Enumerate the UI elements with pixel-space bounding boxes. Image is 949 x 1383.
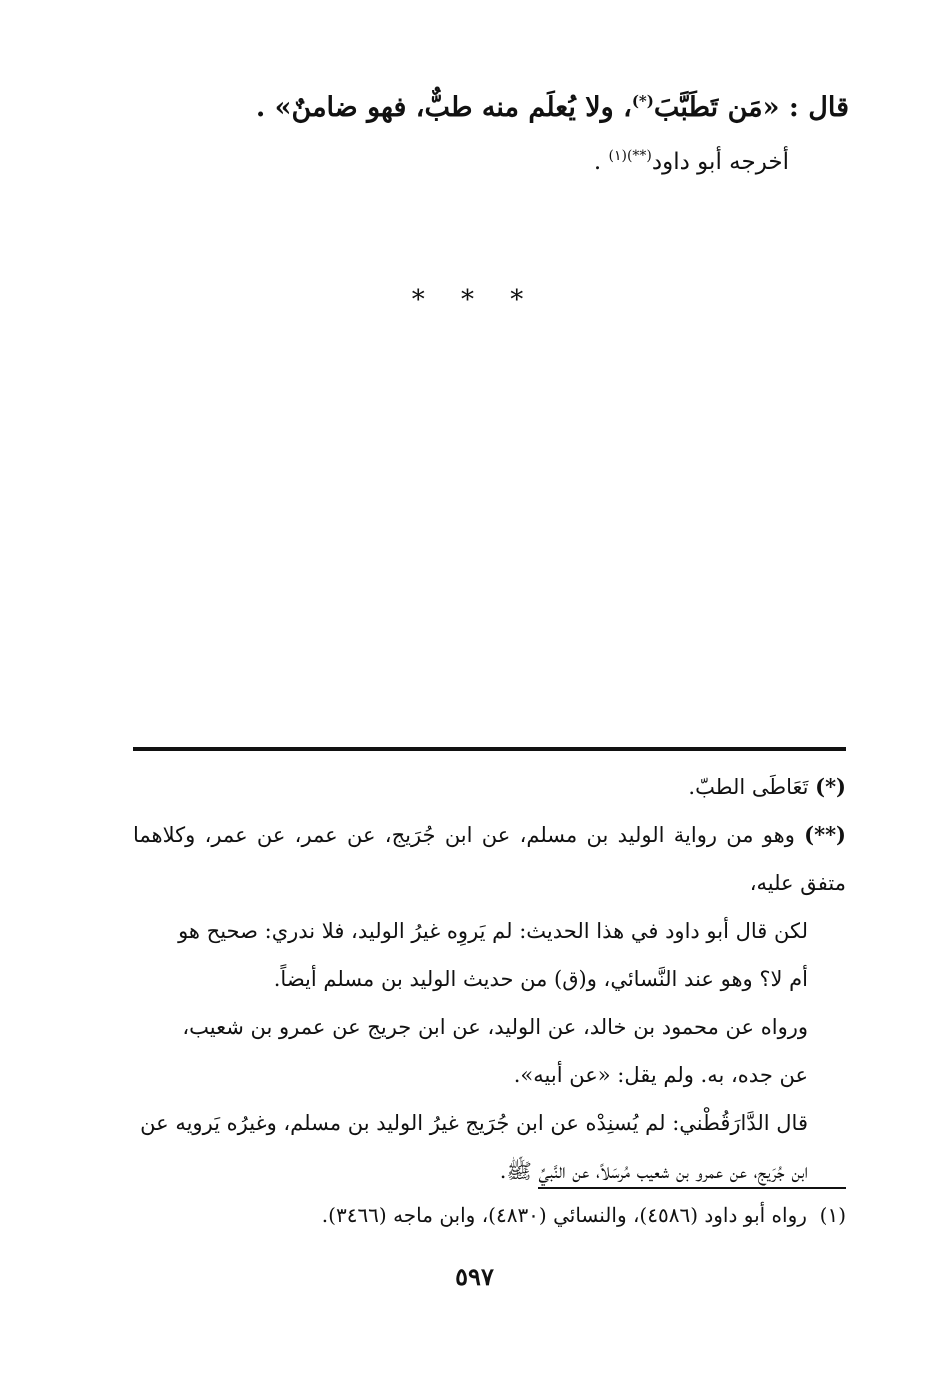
- footnote: [322, 1203, 846, 1227]
- hadith-text: [256, 92, 849, 123]
- page-number: ٥٩٧: [455, 1262, 494, 1291]
- note-2-line-3: أم لا؟ وهو عند النَّسائي، و(ق) من حديث الوليد بن مسلم أيضاً.: [273, 967, 808, 991]
- note-2-marker: (**): [804, 822, 846, 847]
- footnote-divider: [538, 1187, 846, 1189]
- hadith-text-end: ، ولا يُعلَم منه طبٌّ، فهو ضامنٌ» .: [255, 92, 632, 123]
- note-2-line-2: لكن قال أبو داود في هذا الحديث: لم يَروِه غيرُ الوليد، فلا ندري: صحيح هو: [178, 919, 808, 943]
- margin-notes: [133, 763, 846, 1195]
- note-2-text-1: وهو من رواية الوليد بن مسلم، عن ابن جُرَيج، عن عمر، عن عمر، وكلاهما متفق عليه،: [133, 823, 846, 895]
- note-2-line-4: ورواه عن محمود بن خالد، عن الوليد، عن ابن جريج عن عمرو بن شعيب،: [182, 1015, 808, 1039]
- footnote-number: (١): [819, 1203, 846, 1227]
- takhrij-footnote-refs: (**)(١): [608, 148, 652, 164]
- note-2-line-6: قال الدَّارَقُطْني: لم يُسنِدْه عن ابن جُرَيج غيرُ الوليد بن مسلم، وغيرُه يَرويه عن: [140, 1111, 808, 1135]
- takhrij-end: .: [593, 149, 609, 175]
- note-2-line-5: عن جده، به. ولم يقل: «عن أبيه».: [513, 1063, 808, 1087]
- hadith-text-start: قال : «مَن تَطَبَّبَ: [653, 92, 849, 123]
- note-2-line-7: ابن جُرَيج، عن عمرو بن شعيب مُرسَلاً، عن النَّبيِّ ﷺ.: [499, 1159, 808, 1183]
- notes-divider: [133, 747, 846, 751]
- note-1-text: تَعَاطَى الطبّ.: [688, 775, 809, 799]
- takhrij-line: [594, 148, 789, 175]
- note-1: [133, 763, 846, 811]
- takhrij-text: أخرجه أبو داود: [651, 149, 789, 175]
- hadith-footnote-marker: (*): [631, 92, 654, 110]
- note-2-line-1: [133, 811, 846, 907]
- note-1-marker: (*): [815, 774, 846, 799]
- section-separator: * * *: [411, 285, 538, 315]
- footnote-text: رواه أبو داود (٤٥٨٦)، والنسائي (٤٨٣٠)، وابن ماجه (٣٤٦٦).: [321, 1203, 807, 1227]
